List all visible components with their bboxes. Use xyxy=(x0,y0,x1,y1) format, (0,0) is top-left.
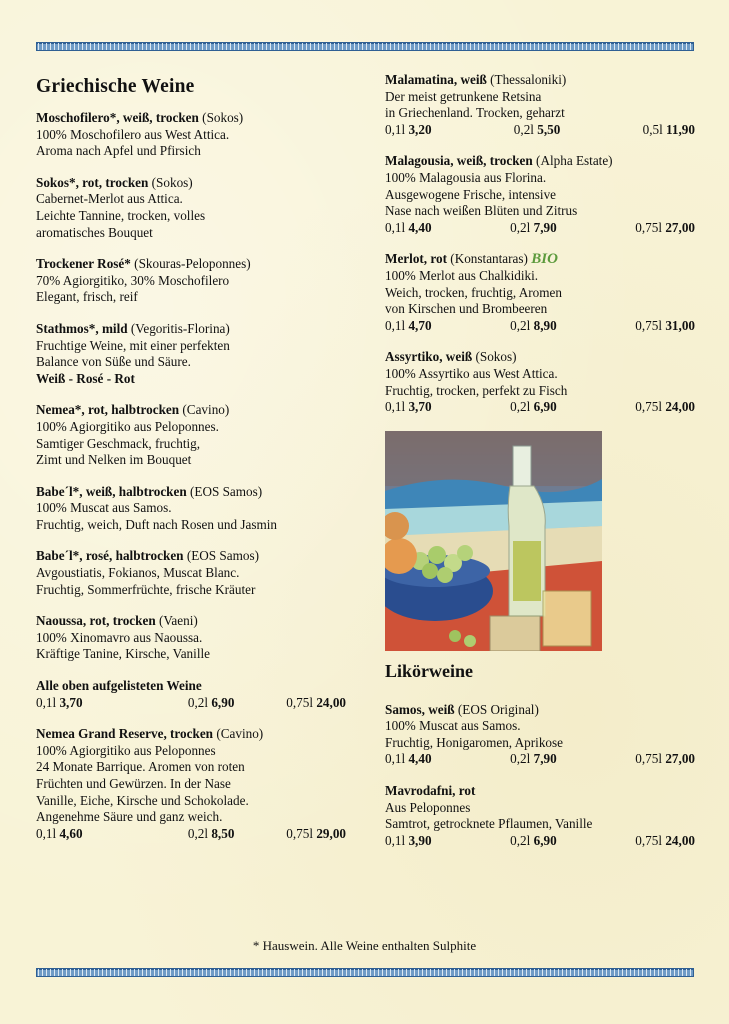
price-item xyxy=(635,833,695,850)
price-item xyxy=(385,122,432,139)
wine-description-line: aromatisches Bouquet xyxy=(36,224,153,240)
wine-description-line: Fruchtig, Sommerfrüchte, frische Kräuter xyxy=(36,581,256,597)
wine-heading xyxy=(36,484,346,501)
wine-name: Merlot, rot xyxy=(385,251,447,267)
wine-heading xyxy=(36,402,346,419)
wine-heading xyxy=(36,110,346,127)
price-value: 5,50 xyxy=(537,121,561,137)
wine-description-line: Angenehme Säure und ganz weich. xyxy=(36,809,223,825)
wine-heading xyxy=(36,256,346,273)
price-item xyxy=(286,826,346,843)
wine-entry xyxy=(385,153,695,236)
greek-key-border-top xyxy=(36,42,694,51)
price-value: 7,90 xyxy=(533,219,557,235)
price-size: 0,1l xyxy=(36,694,57,710)
price-size: 0,75l xyxy=(635,317,663,333)
wine-description-line: Fruchtig, trocken, perfekt zu Fisch xyxy=(385,382,568,398)
wine-producer: (Skouras-Peloponnes) xyxy=(134,256,251,272)
wine-description-line: 100% Assyrtiko aus West Attica. xyxy=(385,365,558,381)
wine-heading xyxy=(36,321,346,338)
wine-description-line: 24 Monate Barrique. Aromen von roten xyxy=(36,759,245,775)
wine-description-line: Der meist getrunkene Retsina xyxy=(385,88,542,104)
price-value: 4,40 xyxy=(408,219,432,235)
price-item xyxy=(510,751,557,768)
price-size: 0,2l xyxy=(510,399,531,415)
price-item xyxy=(385,399,432,416)
price-item xyxy=(635,399,695,416)
wine-entry xyxy=(36,484,346,534)
greek-wines-list xyxy=(36,110,346,663)
wine-producer: (Sokos) xyxy=(202,110,244,125)
price-size: 0,75l xyxy=(635,219,663,235)
wine-description-line: Früchten und Gewürzen. In der Nase xyxy=(36,776,231,791)
wine-producer: (EOS Samos) xyxy=(186,548,259,564)
price-item xyxy=(510,399,557,416)
wine-description-line: Avgoustiatis, Fokianos, Muscat Blanc. xyxy=(36,565,240,581)
wine-description-line: Ausgewogene Frische, intensive xyxy=(385,186,557,202)
wine-name: Babe´l*, rosé, halbtrocken xyxy=(36,548,184,564)
price-item xyxy=(286,695,346,712)
price-size: 0,1l xyxy=(385,399,406,415)
wine-description-line: 100% Agiorgitiko aus Peloponnes. xyxy=(36,418,219,434)
price-value: 11,90 xyxy=(666,121,695,137)
wine-entry xyxy=(385,783,695,849)
wine-description-line: Elegant, frisch, reif xyxy=(36,289,138,305)
price-item xyxy=(643,122,695,139)
price-value: 4,60 xyxy=(59,825,83,841)
footnote: * Hauswein. Alle Weine enthalten Sulphite xyxy=(252,938,477,953)
price-item xyxy=(36,695,136,712)
price-item xyxy=(36,826,136,843)
price-value: 27,00 xyxy=(665,751,695,767)
wine-entry xyxy=(36,175,346,241)
wine-heading xyxy=(385,72,695,89)
wine-entry xyxy=(385,72,695,138)
price-size: 0,2l xyxy=(187,825,209,841)
all-wines-label: Alle oben aufgelisteten Weine xyxy=(36,678,202,694)
wine-description-line: Samtiger Geschmack, fruchtig, xyxy=(36,435,201,451)
price-value: 8,50 xyxy=(211,825,235,841)
wine-entry xyxy=(36,548,346,598)
price-size: 0,2l xyxy=(510,751,531,767)
price-value: 4,40 xyxy=(408,751,432,767)
wine-heading xyxy=(385,153,695,170)
price-item xyxy=(385,318,432,335)
wine-description-line: Zimt und Nelken im Bouquet xyxy=(36,452,192,468)
price-size: 0,1l xyxy=(385,317,406,333)
right-wines-list xyxy=(385,72,695,416)
price-row xyxy=(36,826,346,843)
wine-producer: (Cavino) xyxy=(216,726,264,742)
wine-producer: (Konstantaras) xyxy=(450,251,528,267)
price-size: 0,1l xyxy=(385,832,406,848)
wine-heading xyxy=(385,702,695,719)
wine-heading xyxy=(385,251,695,268)
liqueur-wines-list xyxy=(385,702,695,850)
price-item xyxy=(385,220,432,237)
all-wines-price-block xyxy=(36,678,346,711)
wine-name: Trockener Rosé* xyxy=(36,256,131,272)
wine-producer: (Cavino) xyxy=(182,402,230,418)
price-size: 0,1l xyxy=(385,751,406,767)
right-column xyxy=(385,72,695,864)
left-column xyxy=(36,72,346,857)
price-size: 0,75l xyxy=(286,825,314,841)
wine-description-line: 100% Agiorgitiko aus Peloponnes xyxy=(36,742,216,758)
wine-heading xyxy=(36,548,346,565)
wine-description-line: Fruchtige Weine, mit einer perfekten xyxy=(36,337,230,353)
section-title-liqueur-wines: Likörweine xyxy=(385,660,473,681)
price-value: 6,90 xyxy=(533,399,557,415)
wine-variants: Weiß - Rosé - Rot xyxy=(36,370,135,386)
wine-description-line: Vanille, Eiche, Kirsche und Schokolade. xyxy=(36,792,249,808)
wine-description-line: 70% Agiorgitiko, 30% Moschofilero xyxy=(36,272,230,288)
wine-name: Nemea Grand Reserve, trocken xyxy=(36,726,214,742)
price-item xyxy=(510,318,557,335)
wine-description-line: 100% Muscat aus Samos. xyxy=(36,500,172,516)
price-item xyxy=(635,220,695,237)
price-item xyxy=(385,751,432,768)
wine-description-line: Balance von Süße und Säure. xyxy=(36,354,191,370)
wine-name: Malamatina, weiß xyxy=(385,72,487,87)
price-row xyxy=(385,220,695,237)
wine-name: Malagousia, weiß, trocken xyxy=(385,153,533,169)
wine-name: Naoussa, rot, trocken xyxy=(36,613,156,629)
price-value: 27,00 xyxy=(665,219,695,235)
wine-producer: (Vaeni) xyxy=(158,613,198,629)
price-value: 3,90 xyxy=(408,832,432,848)
price-value: 3,70 xyxy=(408,399,432,415)
wine-name: Babe´l*, weiß, halbtrocken xyxy=(36,483,187,499)
price-size: 0,1l xyxy=(36,825,57,841)
price-value: 31,00 xyxy=(665,317,695,333)
wine-producer: (Sokos) xyxy=(151,174,193,190)
wine-name: Sokos*, rot, trocken xyxy=(36,174,149,190)
price-size: 0,2l xyxy=(187,694,209,710)
wine-description-line: von Kirschen und Brombeeren xyxy=(385,301,548,317)
wine-heading xyxy=(36,726,346,743)
price-size: 0,75l xyxy=(635,399,663,415)
price-size: 0,5l xyxy=(642,121,663,137)
price-value: 24,00 xyxy=(316,694,346,710)
price-row xyxy=(385,833,695,850)
wine-producer: (Thessaloniki) xyxy=(490,72,567,87)
price-row xyxy=(385,399,695,416)
wine-entry xyxy=(36,110,346,160)
section-title-greek-wines: Griechische Weine xyxy=(36,76,195,97)
wine-entry xyxy=(36,256,346,306)
wine-entry xyxy=(385,702,695,768)
wine-description-line: in Griechenland. Trocken, geharzt xyxy=(385,105,565,121)
price-size: 0,2l xyxy=(510,832,531,848)
wine-heading xyxy=(385,349,695,366)
price-value: 6,90 xyxy=(533,832,557,848)
price-item xyxy=(635,318,695,335)
wine-name: Moschofilero*, weiß, trocken xyxy=(36,110,199,125)
wine-description-line: Cabernet-Merlot aus Attica. xyxy=(36,191,183,207)
wine-description-line: 100% Xinomavro aus Naoussa. xyxy=(36,629,203,645)
wine-description-line: Aus Peloponnes xyxy=(385,799,471,815)
wine-description-line: Fruchtig, Honigaromen, Aprikose xyxy=(385,734,564,750)
price-row xyxy=(385,751,695,768)
greek-key-border-bottom xyxy=(36,968,694,977)
wine-name: Assyrtiko, weiß xyxy=(385,349,473,365)
wine-description-line: 100% Moschofilero aus West Attica. xyxy=(36,126,230,142)
price-item xyxy=(385,833,432,850)
price-value: 24,00 xyxy=(665,832,695,848)
price-size: 0,2l xyxy=(510,317,531,333)
wine-name: Mavrodafni, rot xyxy=(385,783,476,799)
price-item xyxy=(635,751,695,768)
bio-badge: BIO xyxy=(531,251,558,268)
wine-entry xyxy=(36,402,346,468)
price-size: 0,2l xyxy=(513,121,534,137)
price-row xyxy=(36,695,346,712)
price-size: 0,75l xyxy=(635,832,663,848)
price-item xyxy=(510,833,557,850)
wine-producer: (EOS Samos) xyxy=(190,483,263,499)
price-item xyxy=(510,220,557,237)
wine-entry xyxy=(36,613,346,663)
price-item xyxy=(514,122,561,139)
wine-heading xyxy=(36,613,346,630)
wine-producer: (Alpha Estate) xyxy=(536,153,613,169)
price-value: 7,90 xyxy=(533,751,557,767)
wine-description-line: 100% Merlot aus Chalkidiki. xyxy=(385,267,539,283)
wine-heading xyxy=(36,175,346,192)
price-size: 0,75l xyxy=(635,751,663,767)
price-value: 3,70 xyxy=(59,694,83,710)
wine-name: Samos, weiß xyxy=(385,701,455,717)
wine-description-line: Fruchtig, weich, Duft nach Rosen und Jasmin xyxy=(36,516,278,532)
wine-heading xyxy=(385,783,695,800)
price-item xyxy=(188,695,235,712)
wine-description-line: Nase nach weißen Blüten und Zitrus xyxy=(385,203,578,219)
wine-description-line: 100% Muscat aus Samos. xyxy=(385,718,521,734)
wine-name: Stathmos*, mild xyxy=(36,320,128,336)
wine-name: Nemea*, rot, halbtrocken xyxy=(36,402,180,418)
wine-producer: (Sokos) xyxy=(475,349,517,365)
price-row xyxy=(385,318,695,335)
wine-producer: (EOS Original) xyxy=(457,701,539,717)
wine-producer: (Vegoritis-Florina) xyxy=(130,320,230,336)
price-item xyxy=(188,826,235,843)
wine-entry xyxy=(36,321,346,387)
wine-painting xyxy=(385,431,602,651)
wine-description-line: Leichte Tannine, trocken, volles xyxy=(36,207,206,223)
wine-description-line: Weich, trocken, fruchtig, Aromen xyxy=(385,284,562,300)
price-size: 0,1l xyxy=(385,219,406,235)
wine-description-line: 100% Malagousia aus Florina. xyxy=(385,169,547,185)
wine-entry xyxy=(385,349,695,415)
price-value: 4,70 xyxy=(408,317,432,333)
wine-painting-illustration xyxy=(385,431,602,651)
price-value: 3,20 xyxy=(408,121,432,137)
price-size: 0,1l xyxy=(385,121,406,137)
price-size: 0,2l xyxy=(510,219,531,235)
wine-entry xyxy=(385,251,695,334)
wine-description-line: Samtrot, getrocknete Pflaumen, Vanille xyxy=(385,816,593,832)
price-value: 24,00 xyxy=(665,399,695,415)
price-value: 6,90 xyxy=(211,694,235,710)
price-value: 8,90 xyxy=(533,317,557,333)
price-value: 29,00 xyxy=(316,825,346,841)
wine-nemea-grand-reserve xyxy=(36,726,346,842)
price-size: 0,75l xyxy=(286,694,314,710)
price-row xyxy=(385,122,695,139)
wine-description-line: Kräftige Tanine, Kirsche, Vanille xyxy=(36,646,210,662)
wine-description-line: Aroma nach Apfel und Pfirsich xyxy=(36,143,201,159)
